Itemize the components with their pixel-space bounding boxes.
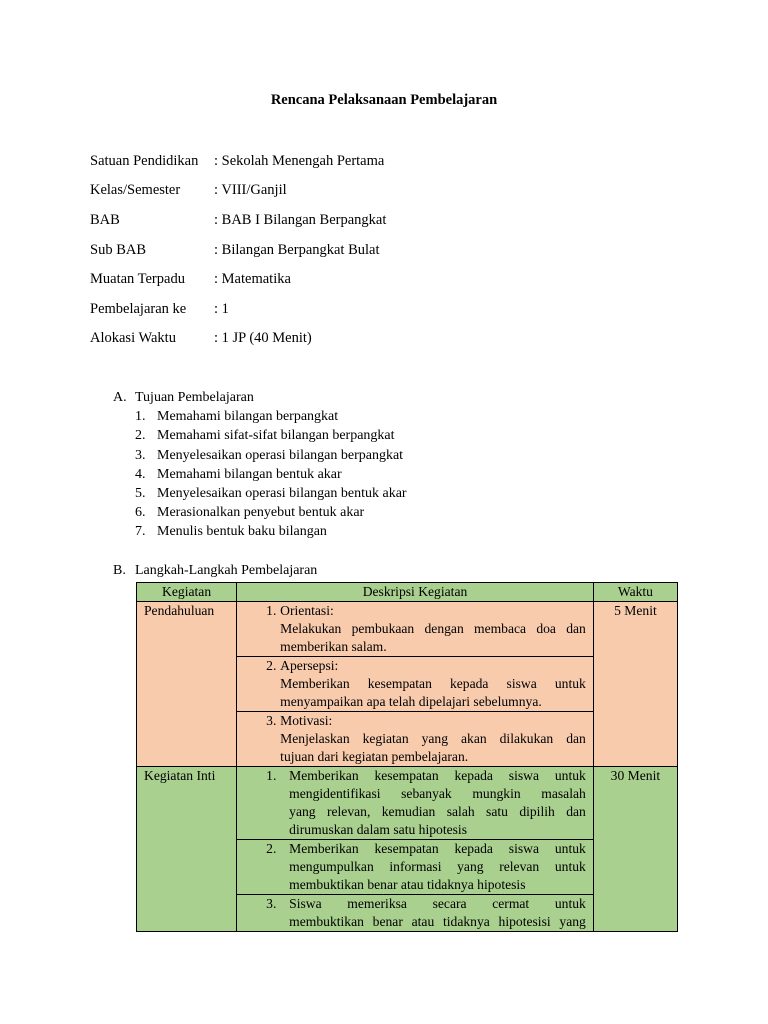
step-line: Memberikan kesempatan kepada siswa untuk (289, 841, 586, 856)
identity-label: Satuan Pendidikan (90, 153, 199, 169)
list-text: Merasionalkan penyebut bentuk akar (157, 505, 365, 520)
step-number: 3. (266, 896, 277, 911)
step-head: Orientasi: (280, 603, 334, 618)
section-letter: B. (113, 563, 126, 578)
identity-label: Pembelajaran ke (90, 301, 187, 317)
step-line: Menjelaskan kegiatan yang akan dilakukan dan (280, 731, 586, 746)
header-deskripsi: Deskripsi Kegiatan (237, 583, 594, 602)
step-line: yang relevan, kemudian salah satu dipilih dan (289, 804, 586, 819)
identity-value: : 1 (214, 301, 229, 317)
section-a-heading (113, 390, 254, 406)
list-number: 1. (135, 409, 146, 424)
phase-pendahuluan: Pendahuluan (137, 602, 237, 767)
step-line: dirumuskan dalam satu hipotesis (289, 822, 467, 837)
table-row (137, 767, 678, 840)
section-letter: A. (113, 390, 127, 405)
step-number: 1. (266, 768, 277, 783)
list-item (135, 467, 342, 483)
list-item (135, 505, 364, 521)
list-number: 7. (135, 524, 146, 539)
list-text: Menyelesaikan operasi bilangan berpangkat (157, 448, 404, 463)
identity-value: : VIII/Ganjil (214, 182, 287, 198)
phase-inti: Kegiatan Inti (137, 767, 237, 932)
identity-label: BAB (90, 212, 120, 228)
identity-label: Kelas/Semester (90, 182, 181, 198)
table-row (137, 602, 678, 657)
identity-value: : Matematika (214, 271, 291, 287)
identity-label: Alokasi Waktu (90, 330, 176, 346)
waktu-inti: 30 Menit (593, 767, 677, 932)
step-line: membuktikan benar atau tidaknya hipotesisi yang (289, 914, 586, 929)
identity-label: Muatan Terpadu (90, 271, 185, 287)
waktu-pendahuluan: 5 Menit (593, 602, 677, 767)
identity-value: : 1 JP (40 Menit) (214, 330, 312, 346)
list-text: Memahami bilangan bentuk akar (157, 467, 342, 482)
list-number: 3. (135, 448, 146, 463)
step-cell (237, 602, 594, 657)
step-number: 2. (266, 658, 277, 673)
step-cell (237, 895, 594, 932)
step-line: Melakukan pembukaan dengan membaca doa dan (280, 621, 586, 636)
step-head: Motivasi: (280, 713, 333, 728)
step-head: Apersepsi: (280, 658, 339, 673)
step-cell (237, 657, 594, 712)
header-waktu: Waktu (593, 583, 677, 602)
step-line: membuktikan benar atau tidaknya hipotesis (289, 877, 526, 892)
learning-steps-table (136, 582, 678, 932)
document-title: Rencana Pelaksanaan Pembelajaran (270, 92, 498, 108)
step-cell (237, 840, 594, 895)
step-line: mengidentifikasi sebanyak mungkin masalah (289, 786, 586, 801)
section-b-heading (113, 563, 317, 579)
list-number: 6. (135, 505, 146, 520)
list-item (135, 524, 327, 540)
list-number: 2. (135, 428, 146, 443)
identity-value: : BAB I Bilangan Berpangkat (214, 212, 387, 228)
step-line: mengumpulkan informasi yang relevan untuk (289, 859, 586, 874)
section-title: Tujuan Pembelajaran (135, 390, 254, 405)
section-title: Langkah-Langkah Pembelajaran (135, 563, 318, 578)
step-number: 1. (266, 603, 277, 618)
list-text: Memahami bilangan berpangkat (157, 409, 339, 424)
table-header-row (137, 583, 678, 602)
list-number: 5. (135, 486, 146, 501)
list-item (135, 448, 403, 464)
identity-label: Sub BAB (90, 242, 147, 258)
step-line: menyampaikan apa telah dipelajari sebelumnya. (280, 694, 542, 709)
list-text: Menulis bentuk baku bilangan (157, 524, 327, 539)
step-line: Memberikan kesempatan kepada siswa untuk (289, 768, 586, 783)
header-kegiatan: Kegiatan (137, 583, 237, 602)
step-number: 2. (266, 841, 277, 856)
identity-value: : Bilangan Berpangkat Bulat (214, 242, 380, 258)
list-number: 4. (135, 467, 146, 482)
list-item (135, 409, 338, 425)
step-cell (237, 712, 594, 767)
step-number: 3. (266, 713, 277, 728)
list-item (135, 428, 395, 444)
list-text: Menyelesaikan operasi bilangan bentuk akar (157, 486, 407, 501)
step-cell (237, 767, 594, 840)
list-text: Memahami sifat-sifat bilangan berpangkat (157, 428, 395, 443)
identity-value: : Sekolah Menengah Pertama (214, 153, 385, 169)
list-item (135, 486, 407, 502)
step-line: tujuan dari kegiatan pembelajaran. (280, 749, 469, 764)
step-line: Siswa memeriksa secara cermat untuk (289, 896, 586, 911)
step-line: Memberikan kesempatan kepada siswa untuk (280, 676, 586, 691)
step-line: memberikan salam. (280, 639, 387, 654)
